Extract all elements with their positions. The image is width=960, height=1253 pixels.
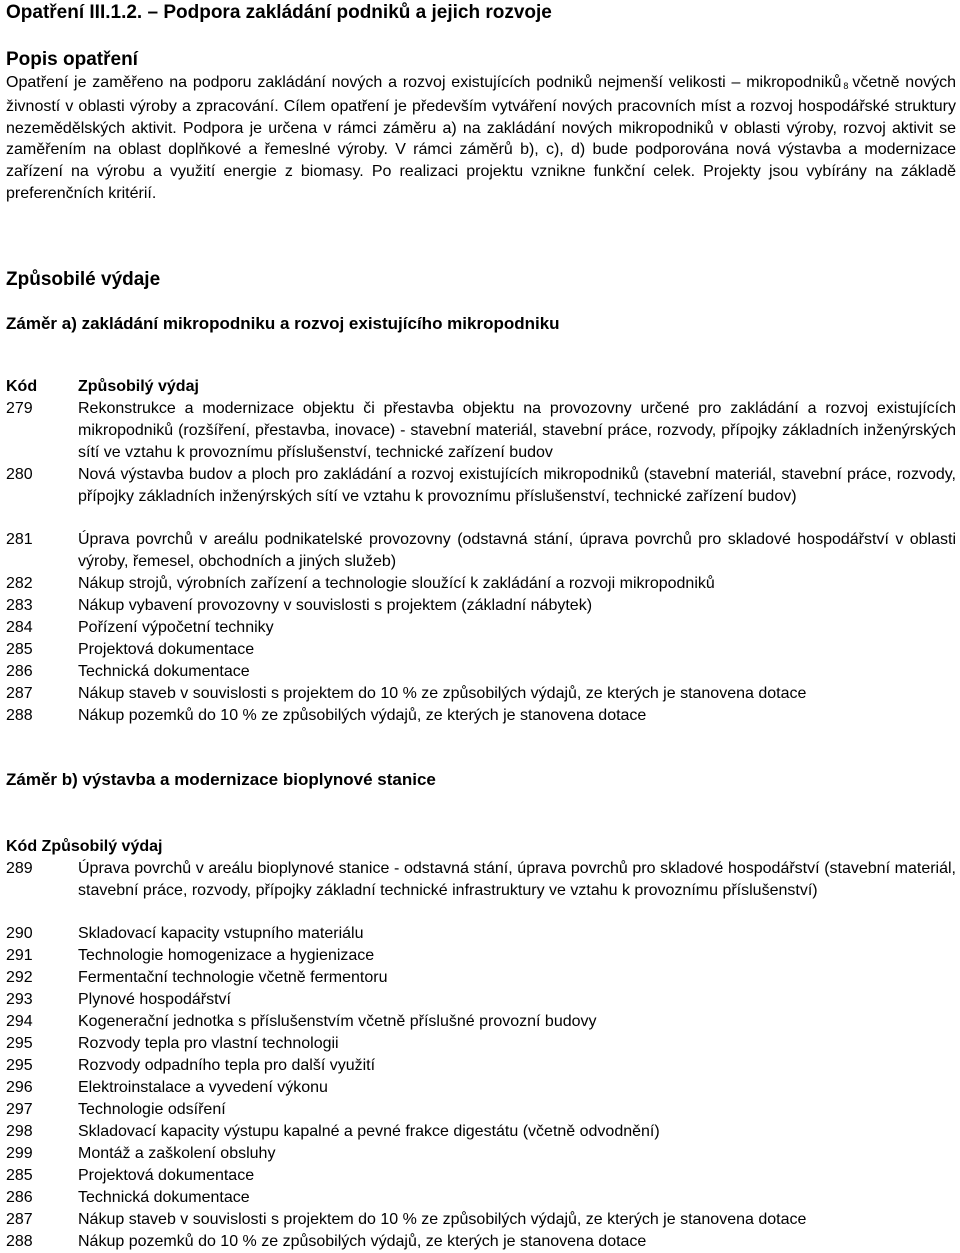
table-row xyxy=(6,617,956,639)
row-code: 288 xyxy=(6,1233,33,1250)
row-desc: Nákup strojů, výrobních zařízení a technologie sloužící k zakládání a rozvoji mikropodniků xyxy=(78,575,715,592)
row-desc: Nová výstavba budov a ploch pro zakládání a rozvoj existujících mikropodniků (stavební materiál, stavební práce, rozvody, přípojky základních inženýrských sítí ve vztahu k provoznímu příslušenství, technické zařízení budov) xyxy=(78,466,956,505)
row-desc: Nákup pozemků do 10 % ze způsobilých výdajů, ze kterých je stanovena dotace xyxy=(78,707,647,724)
row-code: 298 xyxy=(6,1123,33,1140)
row-code: 295 xyxy=(6,1057,33,1074)
row-code: 293 xyxy=(6,991,33,1008)
paragraph-part-1: Opatření je zaměřeno na podporu zakládání nových a rozvoj existujících podniků nejmenší velikosti – mikropodniků xyxy=(6,74,842,91)
table-row xyxy=(6,595,956,617)
row-code: 299 xyxy=(6,1145,33,1162)
zamer-b-table-header: Kód Způsobilý výdaj xyxy=(6,838,163,855)
row-desc: Nákup pozemků do 10 % ze způsobilých výdajů, ze kterých je stanovena dotace xyxy=(78,1233,647,1250)
section-heading-popis: Popis opatření xyxy=(6,49,138,70)
zamer-a-table-header xyxy=(6,376,956,398)
row-desc: Rekonstrukce a modernizace objektu či přestavba objektu na provozovny určené pro zakládání a rozvoj existujících mikropodniků (rozšíření, přestavba, inovace) - stavební materiál, stavební práce, rozvody, přípojky základních inženýrských sítí ve vztahu k provoznímu příslušenství, technické zařízení budov xyxy=(78,400,956,461)
table-row xyxy=(6,1143,956,1165)
row-desc: Montáž a zaškolení obsluhy xyxy=(78,1145,276,1162)
row-desc: Nákup vybavení provozovny v souvislosti s projektem (základní nábytek) xyxy=(78,597,593,614)
row-code: 294 xyxy=(6,1013,33,1030)
table-row xyxy=(6,1077,956,1099)
row-code: 280 xyxy=(6,466,33,483)
row-desc: Technická dokumentace xyxy=(78,663,250,680)
row-desc: Technologie odsíření xyxy=(78,1101,226,1118)
table-row xyxy=(6,1187,956,1209)
row-code: 285 xyxy=(6,641,33,658)
row-desc: Pořízení výpočetní techniky xyxy=(78,619,274,636)
table-row xyxy=(6,529,956,573)
row-desc: Fermentační technologie včetně fermentoru xyxy=(78,969,388,986)
row-code: 284 xyxy=(6,619,33,636)
table-row xyxy=(6,967,956,989)
row-desc: Kogenerační jednotka s příslušenstvím včetně příslušné provozní budovy xyxy=(78,1013,597,1030)
table-row xyxy=(6,1165,956,1187)
row-code: 288 xyxy=(6,707,33,724)
table-row xyxy=(6,705,956,727)
row-desc: Rozvody odpadního tepla pro další využití xyxy=(78,1057,376,1074)
row-desc: Úprava povrchů v areálu podnikatelské provozovny (odstavná stání, úprava povrchů pro skladové hospodářství v oblasti výroby, řemesel, obchodních a jiných služeb) xyxy=(78,531,956,570)
row-desc: Technická dokumentace xyxy=(78,1189,250,1206)
row-code: 290 xyxy=(6,925,33,942)
row-code: 289 xyxy=(6,860,33,877)
zamer-b-heading: Záměr b) výstavba a modernizace bioplynové stanice xyxy=(6,770,436,789)
row-code: 296 xyxy=(6,1079,33,1096)
row-code: 287 xyxy=(6,1211,33,1228)
row-desc: Nákup staveb v souvislosti s projektem do 10 % ze způsobilých výdajů, ze kterých je stanovena dotace xyxy=(78,685,807,702)
table-row xyxy=(6,989,956,1011)
row-code: 292 xyxy=(6,969,33,986)
paragraph-part-2: včetně nových živností v oblasti výroby a zpracování. Cílem opatření je především vytváření nových pracovních míst a rozvoj hospodářské struktury nezemědělských aktivit. Podpora je určena v rámci záměru a) na zakládání nových mikropodniků v oblasti výroby, rozvoj aktivit se zaměřením na oblast doplňkové a řemeslné výroby. V rámci záměrů b), c), d) bude podporována nová výstavba a modernizace zařízení na výrobu a využití energie z biomasy. Po realizaci projektu vznikne funkční celek. Projekty jsou vybírány na základě preferenčních kritérií. xyxy=(6,74,957,202)
row-code: 279 xyxy=(6,400,33,417)
table-row xyxy=(6,639,956,661)
page-title: Opatření III.1.2. – Podpora zakládání podniků a jejich rozvoje xyxy=(6,2,552,23)
row-code: 283 xyxy=(6,597,33,614)
row-desc: Technologie homogenizace a hygienizace xyxy=(78,947,375,964)
table-row xyxy=(6,858,956,902)
table-row xyxy=(6,1033,956,1055)
row-desc: Plynové hospodářství xyxy=(78,991,231,1008)
table-row xyxy=(6,398,956,463)
table-row xyxy=(6,945,956,967)
table-row xyxy=(6,464,956,508)
row-code: 295 xyxy=(6,1035,33,1052)
table-row xyxy=(6,683,956,705)
footnote-marker: 8 xyxy=(843,81,849,91)
row-desc: Projektová dokumentace xyxy=(78,1167,255,1184)
row-code: 282 xyxy=(6,575,33,592)
row-code: 291 xyxy=(6,947,33,964)
row-desc: Rozvody tepla pro vlastní technologii xyxy=(78,1035,339,1052)
row-desc: Skladovací kapacity výstupu kapalné a pevné frakce digestátu (včetně odvodnění) xyxy=(78,1123,660,1140)
table-row xyxy=(6,573,956,595)
row-code: 297 xyxy=(6,1101,33,1118)
table-row xyxy=(6,1099,956,1121)
table-row xyxy=(6,923,956,945)
table-row xyxy=(6,1011,956,1033)
row-code: 287 xyxy=(6,685,33,702)
row-desc: Skladovací kapacity vstupního materiálu xyxy=(78,925,364,942)
table-row xyxy=(6,1209,956,1231)
row-code: 281 xyxy=(6,531,33,548)
table-row xyxy=(6,1121,956,1143)
section-heading-vydaje: Způsobilé výdaje xyxy=(6,269,161,290)
column-header-code: Kód xyxy=(6,378,38,395)
row-code: 285 xyxy=(6,1167,33,1184)
column-header-desc: Způsobilý výdaj xyxy=(78,378,199,395)
row-desc: Nákup staveb v souvislosti s projektem do 10 % ze způsobilých výdajů, ze kterých je stanovena dotace xyxy=(78,1211,807,1228)
zamer-a-heading: Záměr a) zakládání mikropodniku a rozvoj existujícího mikropodniku xyxy=(6,314,560,333)
row-code: 286 xyxy=(6,663,33,680)
row-desc: Úprava povrchů v areálu bioplynové stanice - odstavná stání, úprava povrchů pro skladové hospodářství (stavební materiál, stavební práce, rozvody, přípojky základní technické infrastruktury ve vztahu k provoznímu příslušenství) xyxy=(78,860,956,899)
description-paragraph xyxy=(6,72,956,205)
row-desc: Elektroinstalace a vyvedení výkonu xyxy=(78,1079,328,1096)
table-row xyxy=(6,661,956,683)
row-desc: Projektová dokumentace xyxy=(78,641,255,658)
table-row xyxy=(6,1055,956,1077)
row-code: 286 xyxy=(6,1189,33,1206)
